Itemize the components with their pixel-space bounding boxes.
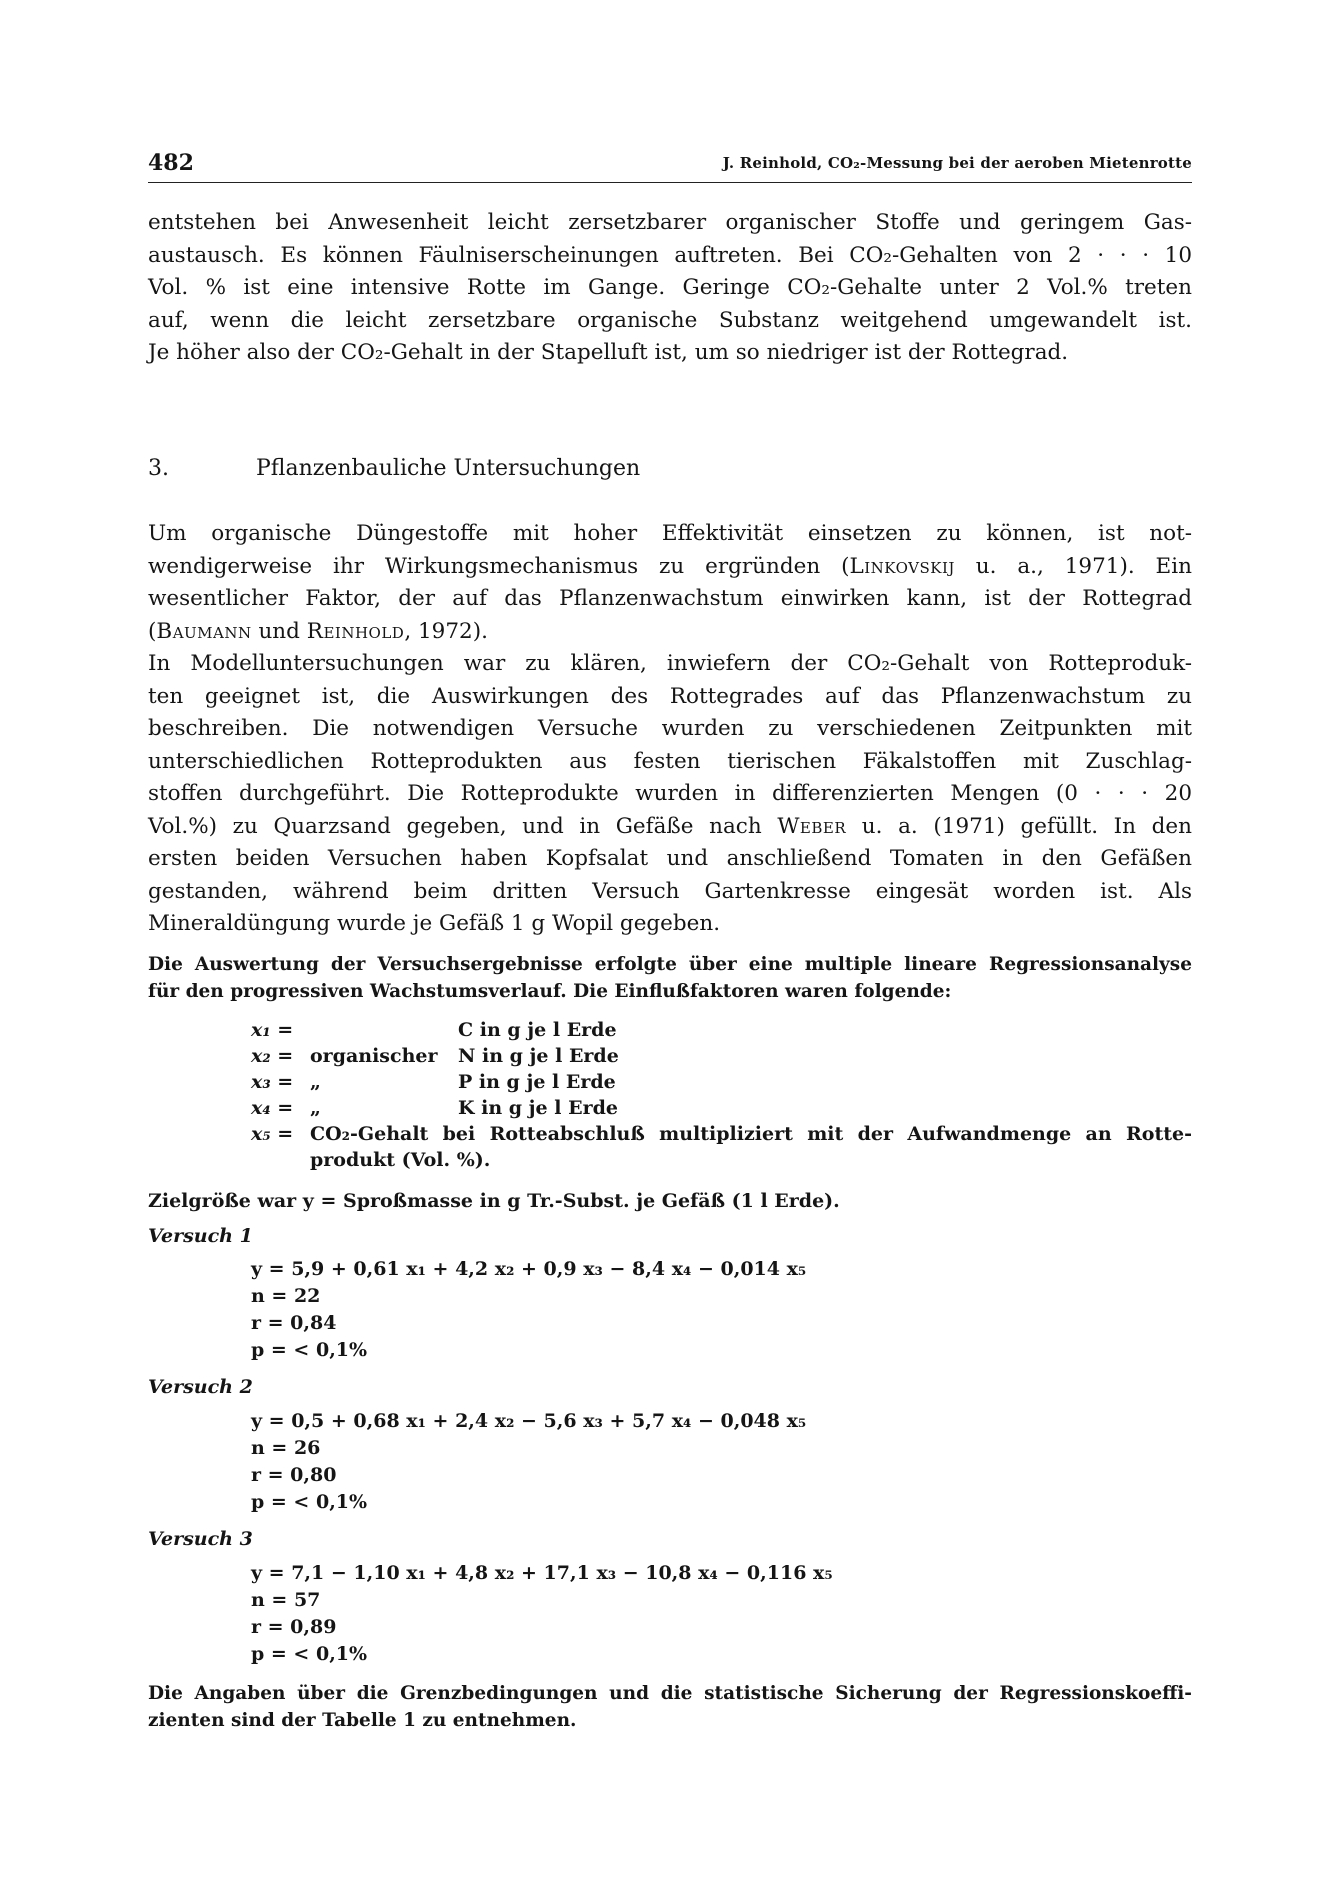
text-line: Vol.%) zu Quarzsand gegeben, und in Gefäße nach Weber u. a. (1971) gefüllt. In den [148, 813, 1192, 839]
text-line: ersten beiden Versuchen haben Kopfsalat und anschließend Tomaten in den Gefäßen [148, 846, 1192, 871]
text-line: Um organische Düngestoffe mit hoher Effektivität einsetzen zu können, ist not- [148, 521, 1192, 546]
regression-equation: y = 5,9 + 0,61 x₁ + 4,2 x₂ + 0,9 x₃ − 8,4 x₄ − 0,014 x₅ [251, 1258, 807, 1280]
definition-var: x₂ = [251, 1045, 294, 1067]
text-line: wendigerweise ihr Wirkungsmechanismus zu ergründen (Linkovskij u. a., 1971). Ein [148, 553, 1192, 579]
text-line: beschreiben. Die notwendigen Versuche wurden zu verschiedenen Zeitpunkten mit [148, 716, 1192, 741]
definition-text: N in g je l Erde [458, 1045, 619, 1067]
text-line: Die Auswertung der Versuchsergebnisse erfolgte über eine multiple lineare Regressionsanalyse [148, 954, 1192, 975]
correlation: r = 0,89 [251, 1616, 337, 1638]
definition-var: x₃ = [251, 1071, 294, 1093]
running-title: J. Reinhold, CO₂-Messung bei der aeroben Mietenrotte [722, 154, 1192, 172]
text-line: In Modelluntersuchungen war zu klären, inwiefern der CO₂-Gehalt von Rotteproduk- [148, 651, 1192, 676]
text-line: stoffen durchgeführt. Die Rotteprodukte wurden in differenzierten Mengen (0 · · · 20 [148, 781, 1192, 806]
regression-equation: y = 7,1 − 1,10 x₁ + 4,8 x₂ + 17,1 x₃ − 10,8 x₄ − 0,116 x₅ [251, 1562, 833, 1584]
citation-author: Weber [777, 813, 847, 839]
sample-size: n = 26 [251, 1437, 321, 1459]
significance: p = < 0,1% [251, 1339, 368, 1361]
page-header [148, 150, 1192, 183]
experiment-title: Versuch 3 [148, 1528, 253, 1550]
definition-text: P in g je l Erde [458, 1071, 616, 1093]
text-line: gestanden, während beim dritten Versuch Gartenkresse eingesät worden ist. Als [148, 878, 1192, 904]
text-line: Je höher also der CO₂-Gehalt in der Stapelluft ist, um so niedriger ist der Rottegrad. [148, 340, 1069, 365]
definition-text: CO₂-Gehalt bei Rotteabschluß multipliziert mit der Aufwandmenge an Rotte- [310, 1123, 1192, 1145]
citation-author: Reinhold [306, 618, 405, 644]
text-line: auf, wenn die leicht zersetzbare organische Substanz weitgehend umgewandelt ist. [148, 307, 1192, 333]
definition-text: K in g je l Erde [458, 1097, 618, 1119]
experiment-title: Versuch 1 [148, 1225, 253, 1247]
definition-mid: „ [310, 1071, 321, 1093]
citation-author: Linkovskij [849, 553, 955, 579]
experiment-title: Versuch 2 [148, 1376, 253, 1398]
text-line: austausch. Es können Fäulniserscheinungen auftreten. Bei CO₂-Gehalten von 2 · · · 10 [148, 242, 1192, 268]
text-line: Die Angaben über die Grenzbedingungen und die statistische Sicherung der Regressionskoeffi- [148, 1683, 1192, 1704]
significance: p = < 0,1% [251, 1491, 368, 1513]
text-line: entstehen bei Anwesenheit leicht zersetzbarer organischer Stoffe und geringem Gas- [148, 210, 1192, 235]
text-line: Vol. % ist eine intensive Rotte im Gange. Geringe CO₂-Gehalte unter 2 Vol.% treten [148, 275, 1192, 300]
text-line: zienten sind der Tabelle 1 zu entnehmen. [148, 1710, 577, 1731]
text-line: ten geeignet ist, die Auswirkungen des Rottegrades auf das Pflanzenwachstum zu [148, 683, 1192, 709]
definition-var: x₄ = [251, 1097, 294, 1119]
text-line: (Baumann und Reinhold, 1972). [148, 618, 488, 644]
text-line: wesentlicher Faktor, der auf das Pflanzenwachstum einwirken kann, ist der Rottegrad [148, 586, 1192, 611]
section-title: Pflanzenbauliche Untersuchungen [256, 456, 641, 481]
definition-mid: „ [310, 1097, 321, 1119]
definition-mid: organischer [310, 1045, 438, 1067]
regression-equation: y = 0,5 + 0,68 x₁ + 2,4 x₂ − 5,6 x₃ + 5,7 x₄ − 0,048 x₅ [251, 1410, 807, 1432]
correlation: r = 0,84 [251, 1312, 337, 1334]
section-number: 3. [148, 456, 169, 481]
paragraph-rottegrad [148, 207, 1192, 370]
paragraph-evaluation [148, 951, 1192, 1005]
text-line: unterschiedlichen Rotteprodukten aus festen tierischen Fäkalstoffen mit Zuschlag- [148, 748, 1192, 774]
sample-size: n = 22 [251, 1285, 321, 1307]
definition-text: C in g je l Erde [458, 1019, 617, 1041]
significance: p = < 0,1% [251, 1643, 368, 1665]
definition-text: produkt (Vol. %). [310, 1149, 491, 1171]
text-line: für den progressiven Wachstumsverlauf. Die Einflußfaktoren waren folgende: [148, 981, 952, 1002]
target-variable: Zielgröße war y = Sproßmasse in g Tr.-Subst. je Gefäß (1 l Erde). [148, 1190, 840, 1212]
correlation: r = 0,80 [251, 1464, 337, 1486]
citation-author: Baumann [156, 618, 252, 644]
page-number: 482 [148, 150, 194, 176]
sample-size: n = 57 [251, 1589, 321, 1611]
paragraph-closing [148, 1680, 1192, 1734]
definition-var: x₅ = [251, 1123, 294, 1145]
text-line: Mineraldüngung wurde je Gefäß 1 g Wopil gegeben. [148, 911, 721, 936]
paragraph-intro [148, 518, 1192, 941]
definition-var: x₁ = [251, 1019, 294, 1041]
